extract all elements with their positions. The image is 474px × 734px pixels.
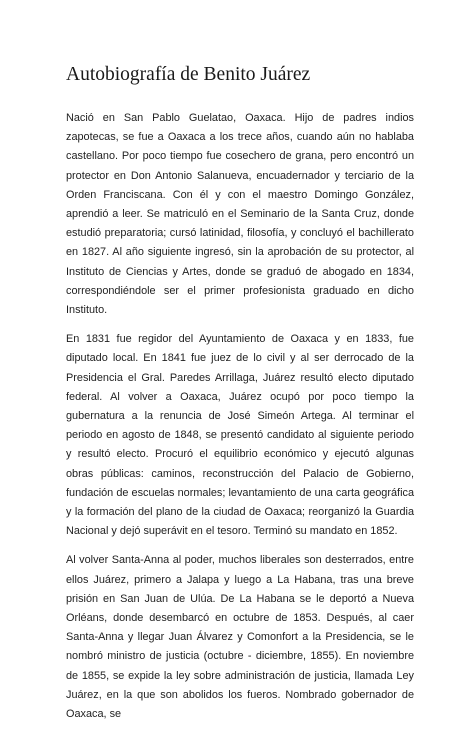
paragraph-3: Al volver Santa-Anna al poder, muchos liberales son desterrados, entre ellos Juárez, primero a Jalapa y luego a La Habana, tras una breve prisión en San Juan de Ulúa. De La Habana se le deportó a Nueva Orléans, donde desembarcó en octubre de 1853. Después, al caer Santa-Anna y llegar Juan Álvarez y Comonfort a la Presidencia, se le nombró ministro de justicia (octubre - diciembre, 1855). En noviembre de 1855, se expide la ley sobre administración de justicia, llamada Ley Juárez, en la que son abolidos los fueros. Nombrado gobernador de Oaxaca, se	[66, 554, 414, 721]
paragraph-2: En 1831 fue regidor del Ayuntamiento de Oaxaca y en 1833, fue diputado local. En 1841 fue juez de lo civil y al ser derrocado de la Presidencia el Gral. Paredes Arrillaga, Juárez resultó electo diputado federal. Al volver a Oaxaca, Juárez ocupó por poco tiempo la gubernatura a la renuncia de José Simeón Artega. Al terminar el periodo en agosto de 1848, se presentó candidato al siguiente periodo y resultó electo. Procuró el equilibrio económico y ejecutó algunas obras públicas: caminos, reconstrucción del Palacio de Gobierno, fundación de escuelas normales; levantamiento de una carta geográfica y la formación del plano de la ciudad de Oaxaca; reorganizó la Guardia Nacional y dejó superávit en el tesoro. Terminó su mandato en 1852.	[66, 333, 414, 538]
paragraph-1: Nació en San Pablo Guelatao, Oaxaca. Hijo de padres indios zapotecas, se fue a Oaxaca a los trece años, cuando aún no hablaba castellano. Por poco tiempo fue cosechero de grana, pero encontró un protector en Don Antonio Salanueva, encuadernador y terciario de la Orden Franciscana. Con él y con el maestro Domingo González, aprendió a leer. Se matriculó en el Seminario de la Santa Cruz, donde estudió preparatoria; cursó latinidad, filosofía, y concluyó el bachillerato en 1827. Al año siguiente ingresó, sin la aprobación de su protector, al Instituto de Ciencias y Artes, donde se graduó de abogado en 1834, correspondiéndole ser el primer profesionista graduado en dicho Instituto.	[66, 112, 414, 317]
document-title: Autobiografía de Benito Juárez	[66, 64, 311, 85]
document-body	[66, 109, 414, 734]
